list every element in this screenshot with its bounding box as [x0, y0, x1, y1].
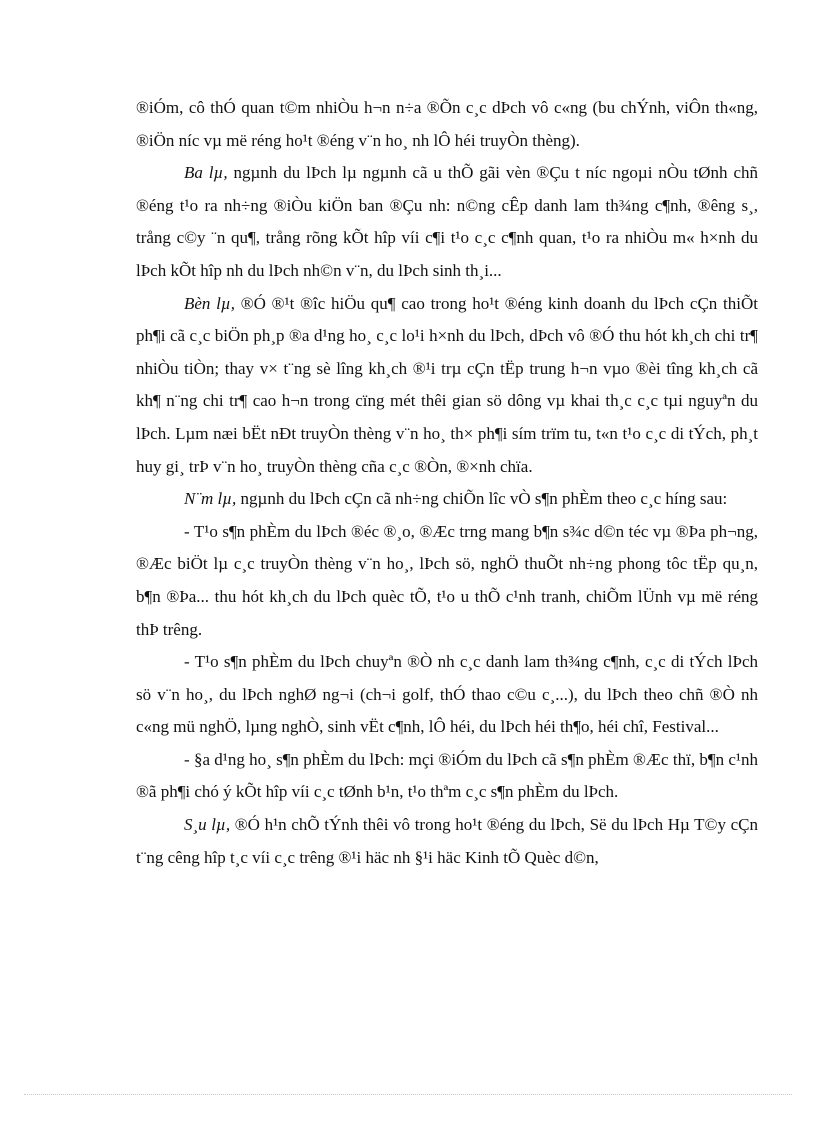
paragraph-lead: S¸u lµ, — [184, 815, 231, 835]
body-text — [136, 92, 758, 874]
page-bottom-divider — [24, 1094, 792, 1095]
paragraph-text: ®Ó h¹n chÕ tÝnh thêi vô trong ho¹t ®éng du lÞch, Së du lÞch Hµ T©y cÇn t¨ng cêng hîp t¸c víi c¸c trêng ®¹i häc nh §¹i häc Kinh tÕ Quèc d©n, — [136, 815, 758, 867]
paragraph-4 — [136, 483, 758, 516]
paragraph-text: ngµnh du lÞch lµ ngµnh cã u thÕ gãi vèn ®Çu t níc ngoµi nÒu tØnh chñ ®éng t¹o ra nh÷ng ®iÒu kiÖn ban ®Çu nh: n©ng cÊp danh lam th¾ng c¶nh, ®êng s¸, trång c©y ¨n qu¶, trång rõng kÕt hîp víi c¶i t¹o c¸c c¶nh quan, t¹o ra nhiÒu m« h×nh du lÞch kÕt hîp nh du lÞch nh©n v¨n, du lÞch sinh th¸i... — [136, 163, 758, 280]
paragraph-6 — [136, 646, 758, 744]
paragraph-text: ngµnh du lÞch cÇn cã nh÷ng chiÕn lîc vÒ s¶n phÈm theo c¸c híng sau: — [236, 489, 728, 509]
paragraph-1 — [136, 92, 758, 157]
paragraph-5 — [136, 516, 758, 646]
paragraph-text: - §a d¹ng ho¸ s¶n phÈm du lÞch: mçi ®iÓm du lÞch cã s¶n phÈm ®Æc thï, b¶n c¹nh ®ã ph¶i chó ý kÕt hîp víi c¸c tØnh b¹n, t¹o thªm c¸c s¶n phÈm du lÞch. — [136, 749, 758, 802]
paragraph-lead: Ba lµ, — [184, 163, 228, 183]
paragraph-text: - T¹o s¶n phÈm du lÞch chuyªn ®Ò nh c¸c danh lam th¾ng c¶nh, c¸c di tÝch lÞch sö v¨n ho¸, du lÞch nghØ ng¬i (ch¬i golf, thÓ thao c©u c¸...), du lÞch theo chñ ®Ò nh c«ng mü nghÖ, lµng nghÒ, sinh vËt c¶nh, lÔ héi, du lÞch héi th¶o, héi chî, Festival... — [136, 652, 758, 737]
paragraph-text: - T¹o s¶n phÈm du lÞch ®éc ®¸o, ®Æc trng mang b¶n s¾c d©n téc vµ ®Þa ph¬ng, ®Æc biÖt lµ c¸c truyÒn thèng v¨n ho¸, lÞch sö, nghÖ thuÕt nh÷ng phong tôc tËp qu¸n, b¶n ®Þa... thu hót kh¸ch du lÞch quèc tÕ, t¹o u thÕ c¹nh tranh, chiÕm lÜnh vµ më réng thÞ trêng. — [136, 521, 758, 639]
paragraph-3 — [136, 288, 758, 484]
paragraph-lead: N¨m lµ, — [184, 489, 237, 509]
paragraph-text: ®Ó ®¹t ®îc hiÖu qu¶ cao trong ho¹t ®éng kinh doanh du lÞch cÇn thiÕt ph¶i cã c¸c biÖn ph¸p ®a d¹ng ho¸ c¸c lo¹i h×nh du lÞch, dÞch vô ®Ó thu hót kh¸ch chi tr¶ nhiÒu tiÒn; thay v× t¨ng sè lîng kh¸ch ®¹i trµ cÇn tËp trung h¬n vµo ®èi tîng kh¸ch cã kh¶ n¨ng chi tr¶ cao h¬n trong cïng mét thêi gian sö dông vµ khai th¸c c¸c tµi nguyªn du lÞch. Lµm næi bËt nÐt truyÒn thèng v¨n ho¸ th× ph¶i sím trïm tu, t«n t¹o c¸c di tÝch, ph¸t huy gi¸ trÞ v¨n ho¸ truyÒn thèng cña c¸c ®Òn, ®×nh chïa. — [136, 293, 758, 476]
paragraph-8 — [136, 809, 758, 874]
paragraph-2 — [136, 157, 758, 287]
paragraph-text: ®iÓm, cô thÓ quan t©m nhiÒu h¬n n÷a ®Õn c¸c dÞch vô c«ng (bu chÝnh, viÔn th«ng, ®iÖn níc vµ më réng ho¹t ®éng v¨n ho¸ nh lÔ héi truyÒn thèng). — [136, 98, 758, 150]
paragraph-7 — [136, 744, 758, 809]
paragraph-lead: Bèn lµ, — [184, 293, 235, 313]
